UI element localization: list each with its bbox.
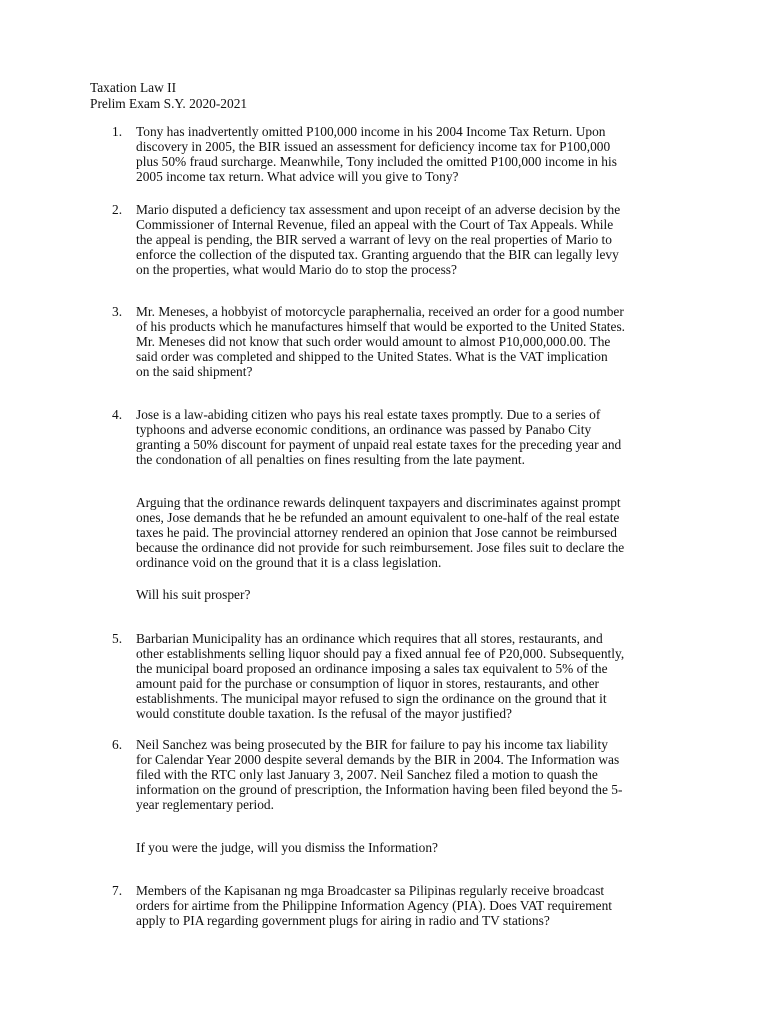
question-line: Mr. Meneses did not know that such order would amount to almost P10,000,000.00. The xyxy=(136,334,611,349)
question-number: 4. xyxy=(112,407,123,422)
question-number: 1. xyxy=(112,124,123,139)
question-6 xyxy=(112,737,678,812)
question-6-paragraph-2 xyxy=(112,840,678,855)
question-number: 3. xyxy=(112,304,123,319)
question-line: because the ordinance did not provide for such reimbursement. Jose files suit to declare the xyxy=(136,540,625,555)
question-line: of his products which he manufactures himself that would be exported to the United States. xyxy=(136,319,626,334)
question-line: filed with the RTC only last January 3, 2007. Neil Sanchez filed a motion to quash the xyxy=(136,767,598,782)
question-line: amount paid for the purchase or consumption of liquor in stores, restaurants, and other xyxy=(136,676,599,691)
question-line: granting a 50% discount for payment of unpaid real estate taxes for the preceding year and xyxy=(136,437,622,452)
question-line: plus 50% fraud surcharge. Meanwhile, Tony included the omitted P100,000 income in his xyxy=(136,154,617,169)
question-line: apply to PIA regarding government plugs for airing in radio and TV stations? xyxy=(136,913,550,928)
question-line: said order was completed and shipped to the United States. What is the VAT implication xyxy=(136,349,608,364)
question-line: other establishments selling liquor should pay a fixed annual fee of P20,000. Subsequently, xyxy=(136,646,625,661)
question-1 xyxy=(112,124,678,184)
question-line: taxes he paid. The provincial attorney rendered an opinion that Jose cannot be reimbursed xyxy=(136,525,617,540)
question-line: Mario disputed a deficiency tax assessment and upon receipt of an adverse decision by the xyxy=(136,202,621,217)
question-line: Barbarian Municipality has an ordinance which requires that all stores, restaurants, and xyxy=(136,631,603,646)
question-line: If you were the judge, will you dismiss the Information? xyxy=(136,840,438,855)
course-title: Taxation Law II xyxy=(90,80,177,95)
question-line: discovery in 2005, the BIR issued an assessment for deficiency income tax for P100,000 xyxy=(136,139,611,154)
question-line: the appeal is pending, the BIR served a warrant of levy on the real properties of Mario to xyxy=(136,232,612,247)
question-number: 7. xyxy=(112,883,123,898)
question-line: for Calendar Year 2000 despite several demands by the BIR in 2004. The Information was xyxy=(136,752,620,767)
question-line: information on the ground of prescription, the Information having been filed beyond the 5- xyxy=(136,782,623,797)
question-4-paragraph-2 xyxy=(112,495,678,570)
question-4-paragraph-3 xyxy=(112,587,678,602)
question-line: typhoons and adverse economic conditions, an ordinance was passed by Panabo City xyxy=(136,422,592,437)
question-line: the municipal board proposed an ordinance imposing a sales tax equivalent to 5% of the xyxy=(136,661,608,676)
question-line: enforce the collection of the disputed tax. Granting arguendo that the BIR can legally levy xyxy=(136,247,619,262)
question-line: on the said shipment? xyxy=(136,364,253,379)
question-number: 6. xyxy=(112,737,123,752)
question-line: Neil Sanchez was being prosecuted by the BIR for failure to pay his income tax liability xyxy=(136,737,608,752)
question-line: the condonation of all penalties on fines resulting from the late payment. xyxy=(136,452,525,467)
question-line: Jose is a law-abiding citizen who pays his real estate taxes promptly. Due to a series of xyxy=(136,407,601,422)
question-line: Mr. Meneses, a hobbyist of motorcycle paraphernalia, received an order for a good number xyxy=(136,304,624,319)
question-number: 2. xyxy=(112,202,123,217)
question-line: orders for airtime from the Philippine Information Agency (PIA). Does VAT requirement xyxy=(136,898,613,913)
exam-header xyxy=(90,80,247,112)
question-line: ones, Jose demands that he be refunded an amount equivalent to one-half of the real estate xyxy=(136,510,620,525)
question-2 xyxy=(112,202,678,277)
question-7 xyxy=(112,883,678,928)
question-line: Arguing that the ordinance rewards delinquent taxpayers and discriminates against prompt xyxy=(136,495,621,510)
question-line: Commissioner of Internal Revenue, filed an appeal with the Court of Tax Appeals. While xyxy=(136,217,614,232)
question-line: Tony has inadvertently omitted P100,000 income in his 2004 Income Tax Return. Upon xyxy=(136,124,606,139)
exam-title: Prelim Exam S.Y. 2020-2021 xyxy=(90,96,248,111)
question-3 xyxy=(112,304,678,379)
question-line: establishments. The municipal mayor refused to sign the ordinance on the ground that it xyxy=(136,691,607,706)
question-line: on the properties, what would Mario do to stop the process? xyxy=(136,262,457,277)
question-line: 2005 income tax return. What advice will you give to Tony? xyxy=(136,169,459,184)
question-line: year reglementary period. xyxy=(136,797,274,812)
question-number: 5. xyxy=(112,631,123,646)
question-line: ordinance void on the ground that it is a class legislation. xyxy=(136,555,442,570)
question-line: Members of the Kapisanan ng mga Broadcaster sa Pilipinas regularly receive broadcast xyxy=(136,883,605,898)
question-4 xyxy=(112,407,678,467)
question-line: would constitute double taxation. Is the refusal of the mayor justified? xyxy=(136,706,512,721)
question-5 xyxy=(112,631,678,721)
question-line: Will his suit prosper? xyxy=(136,587,251,602)
